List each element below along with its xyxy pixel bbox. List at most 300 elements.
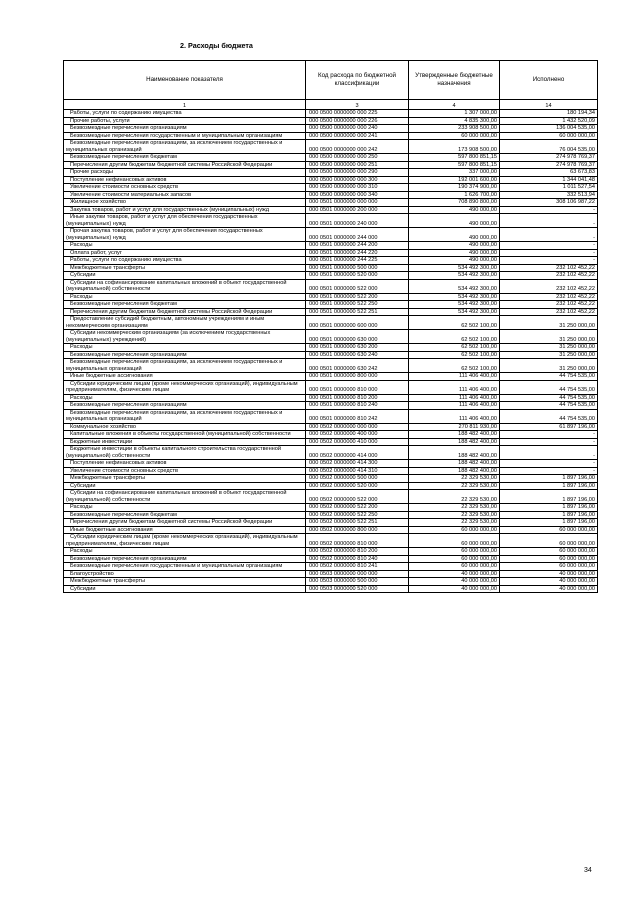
row-approved-cell: 708 890 800,00 xyxy=(409,199,500,207)
row-name-cell xyxy=(64,402,306,410)
row-code-cell: 000 0500 0000000 000 242 xyxy=(306,140,409,154)
table-row xyxy=(64,228,598,242)
row-code-cell: 000 0501 0000000 810 240 xyxy=(306,402,409,410)
row-name-cell xyxy=(64,394,306,402)
table-row xyxy=(64,293,598,301)
row-approved-cell: 490 000,00 xyxy=(409,228,500,242)
row-code-cell: 000 0501 0000000 244 200 xyxy=(306,242,409,250)
row-code-cell: 000 0501 0000000 000 000 xyxy=(306,199,409,207)
table-row xyxy=(64,585,598,593)
row-executed-cell: 1 897 196,00 xyxy=(500,504,598,512)
row-name-text: Безвозмездные перечисления бюджетам xyxy=(70,301,177,307)
row-name-text: Безвозмездные перечисления государственным и муниципальным организациям xyxy=(70,563,283,569)
row-executed-cell: 60 000 000,00 xyxy=(500,534,598,548)
row-approved-cell: 40 000 000,00 xyxy=(409,570,500,578)
row-name-text: Расходы xyxy=(70,344,93,350)
column-number: 1 xyxy=(64,100,306,110)
column-number: 14 xyxy=(500,100,598,110)
row-name-text: Увеличение стоимости основных средств xyxy=(70,184,178,190)
row-name-cell xyxy=(64,125,306,133)
row-approved-cell: 111 406 400,00 xyxy=(409,409,500,423)
row-approved-cell: 22 329 530,00 xyxy=(409,519,500,527)
row-name-text: Расходы xyxy=(70,548,93,554)
row-name-cell xyxy=(64,578,306,586)
row-code-cell: 000 0502 0000000 810 000 xyxy=(306,534,409,548)
row-name-text: Субсидии некоммерческим организациям (за исключением государственных (муниципальных) учреждений) xyxy=(66,330,271,343)
row-executed-cell: 60 000 000,00 xyxy=(500,548,598,556)
row-executed-cell: 63 673,83 xyxy=(500,169,598,177)
table-row xyxy=(64,555,598,563)
row-executed-cell: 44 754 535,00 xyxy=(500,409,598,423)
row-code-cell: 000 0502 0000000 522 200 xyxy=(306,504,409,512)
row-code-cell: 000 0500 0000000 000 300 xyxy=(306,176,409,184)
row-approved-cell: 192 001 600,00 xyxy=(409,176,500,184)
table-row xyxy=(64,511,598,519)
row-approved-cell: 40 000 000,00 xyxy=(409,585,500,593)
row-executed-cell: 232 102 452,22 xyxy=(500,308,598,316)
row-code-cell: 000 0501 0000000 630 242 xyxy=(306,359,409,373)
row-approved-cell: 490 000,00 xyxy=(409,242,500,250)
row-approved-cell: 337 000,00 xyxy=(409,169,500,177)
row-approved-cell: 60 000 000,00 xyxy=(409,132,500,140)
row-code-cell: 000 0501 0000000 522 251 xyxy=(306,308,409,316)
row-executed-cell: 40 000 000,00 xyxy=(500,578,598,586)
row-executed-cell: 1 897 196,00 xyxy=(500,511,598,519)
row-name-text: Расходы xyxy=(70,504,93,510)
table-row xyxy=(64,117,598,125)
row-name-cell xyxy=(64,316,306,330)
row-name-cell xyxy=(64,563,306,571)
table-row xyxy=(64,176,598,184)
row-approved-cell: 534 492 300,00 xyxy=(409,279,500,293)
row-name-cell xyxy=(64,380,306,394)
row-approved-cell: 188 482 400,00 xyxy=(409,446,500,460)
row-executed-cell: 31 250 000,00 xyxy=(500,351,598,359)
row-executed-cell: 76 004 535,00 xyxy=(500,140,598,154)
table-row xyxy=(64,409,598,423)
row-code-cell: 000 0501 0000000 630 240 xyxy=(306,351,409,359)
table-row xyxy=(64,272,598,280)
table-row xyxy=(64,431,598,439)
row-approved-cell: 60 000 000,00 xyxy=(409,548,500,556)
row-executed-cell: - xyxy=(500,257,598,265)
row-executed-cell: 136 004 535,00 xyxy=(500,125,598,133)
row-code-cell: 000 0501 0000000 630 200 xyxy=(306,344,409,352)
row-approved-cell: 188 482 400,00 xyxy=(409,438,500,446)
row-approved-cell: 60 000 000,00 xyxy=(409,555,500,563)
table-row xyxy=(64,257,598,265)
row-name-cell xyxy=(64,301,306,309)
row-code-cell: 000 0502 0000000 800 000 xyxy=(306,526,409,534)
row-executed-cell: 232 102 452,22 xyxy=(500,293,598,301)
row-code-cell: 000 0501 0000000 244 000 xyxy=(306,228,409,242)
table-row xyxy=(64,519,598,527)
row-code-cell: 000 0502 0000000 000 000 xyxy=(306,423,409,431)
row-approved-cell: 111 406 400,00 xyxy=(409,373,500,381)
row-executed-cell: 232 102 452,22 xyxy=(500,279,598,293)
row-approved-cell: 22 329 530,00 xyxy=(409,504,500,512)
row-name-cell xyxy=(64,344,306,352)
row-code-cell: 000 0501 0000000 200 000 xyxy=(306,206,409,214)
row-approved-cell: 597 800 851,15 xyxy=(409,161,500,169)
row-code-cell: 000 0502 0000000 522 251 xyxy=(306,519,409,527)
row-name-cell xyxy=(64,475,306,483)
row-approved-cell: 270 811 930,00 xyxy=(409,423,500,431)
row-approved-cell: 40 000 000,00 xyxy=(409,578,500,586)
row-executed-cell: 1 344 041,48 xyxy=(500,176,598,184)
row-approved-cell: 233 908 500,00 xyxy=(409,125,500,133)
row-executed-cell: 1 897 196,00 xyxy=(500,482,598,490)
table-row xyxy=(64,548,598,556)
row-executed-cell: 274 978 769,37 xyxy=(500,154,598,162)
row-name-text: Субсидии xyxy=(70,482,96,489)
row-name-cell xyxy=(64,534,306,548)
row-name-text: Оплата работ, услуг xyxy=(70,249,122,256)
row-name-text: Расходы xyxy=(70,293,93,300)
row-name-cell xyxy=(64,257,306,265)
row-name-text: Межбюджетные трансферты xyxy=(70,475,146,481)
table-row xyxy=(64,316,598,330)
row-code-cell: 000 0502 0000000 810 241 xyxy=(306,563,409,571)
table-row xyxy=(64,301,598,309)
row-code-cell: 000 0500 0000000 000 290 xyxy=(306,169,409,177)
row-code-cell: 000 0501 0000000 500 000 xyxy=(306,264,409,272)
row-executed-cell: - xyxy=(500,460,598,468)
row-name-cell xyxy=(64,423,306,431)
row-executed-cell: 44 754 535,00 xyxy=(500,402,598,410)
row-name-cell xyxy=(64,140,306,154)
row-code-cell: 000 0500 0000000 000 250 xyxy=(306,154,409,162)
row-executed-cell: 31 250 000,00 xyxy=(500,344,598,352)
row-code-cell: 000 0502 0000000 400 000 xyxy=(306,431,409,439)
row-approved-cell: 534 492 300,00 xyxy=(409,264,500,272)
row-name-cell xyxy=(64,585,306,593)
table-row xyxy=(64,154,598,162)
row-name-text: Бюджетные инвестиции xyxy=(70,438,133,445)
row-approved-cell: 60 000 000,00 xyxy=(409,534,500,548)
table-row xyxy=(64,308,598,316)
row-code-cell: 000 0501 0000000 800 000 xyxy=(306,373,409,381)
row-code-cell: 000 0500 0000000 000 310 xyxy=(306,184,409,192)
row-name-cell xyxy=(64,526,306,534)
table-row xyxy=(64,438,598,446)
row-approved-cell: 1 626 700,00 xyxy=(409,191,500,199)
row-executed-cell: 31 250 000,00 xyxy=(500,359,598,373)
row-name-text: Прочие расходы xyxy=(70,169,113,175)
row-name-cell xyxy=(64,351,306,359)
row-name-text: Субсидии юридическим лицам (кроме некоммерческих организаций), индивидуальным предпринимателям, физическим лицам xyxy=(66,534,298,547)
row-name-cell xyxy=(64,199,306,207)
row-name-cell xyxy=(64,264,306,272)
row-approved-cell: 62 502 100,00 xyxy=(409,351,500,359)
table-row xyxy=(64,423,598,431)
row-approved-cell: 60 000 000,00 xyxy=(409,563,500,571)
row-code-cell: 000 0502 0000000 410 000 xyxy=(306,438,409,446)
row-name-cell xyxy=(64,272,306,280)
row-name-cell xyxy=(64,373,306,381)
row-name-cell xyxy=(64,570,306,578)
row-approved-cell: 534 492 300,00 xyxy=(409,308,500,316)
table-row xyxy=(64,125,598,133)
column-number-row xyxy=(64,100,598,110)
row-approved-cell: 22 329 530,00 xyxy=(409,511,500,519)
row-name-cell xyxy=(64,117,306,125)
row-executed-cell: 61 897 196,00 xyxy=(500,423,598,431)
row-code-cell: 000 0502 0000000 520 000 xyxy=(306,482,409,490)
row-code-cell: 000 0501 0000000 810 000 xyxy=(306,380,409,394)
table-row xyxy=(64,467,598,475)
row-code-cell: 000 0502 0000000 414 000 xyxy=(306,446,409,460)
header-approved: Утвержденные бюджетные назначения xyxy=(409,61,500,100)
row-name-cell xyxy=(64,206,306,214)
row-executed-cell: 1 897 196,00 xyxy=(500,519,598,527)
row-name-text: Безвозмездные перечисления организациям xyxy=(70,402,187,408)
row-executed-cell: 60 000 000,00 xyxy=(500,555,598,563)
row-approved-cell: 490 000,00 xyxy=(409,249,500,257)
row-approved-cell: 173 908 500,00 xyxy=(409,140,500,154)
table-row xyxy=(64,132,598,140)
table-row xyxy=(64,534,598,548)
row-executed-cell: 332 513,94 xyxy=(500,191,598,199)
row-code-cell: 000 0500 0000000 000 226 xyxy=(306,117,409,125)
table-row xyxy=(64,264,598,272)
row-code-cell: 000 0502 0000000 522 250 xyxy=(306,511,409,519)
table-row xyxy=(64,359,598,373)
table-header-row xyxy=(64,61,598,100)
row-name-text: Иные бюджетные ассигнования xyxy=(70,526,153,533)
row-code-cell: 000 0503 0000000 000 000 xyxy=(306,570,409,578)
row-approved-cell: 1 307 000,00 xyxy=(409,110,500,118)
table-row xyxy=(64,570,598,578)
row-executed-cell: 232 102 452,22 xyxy=(500,264,598,272)
row-name-text: Увеличение стоимости основных средств xyxy=(70,467,178,474)
row-name-text: Работы, услуги по содержанию имущества xyxy=(70,257,182,263)
row-executed-cell: - xyxy=(500,249,598,257)
row-name-cell xyxy=(64,161,306,169)
table-row xyxy=(64,482,598,490)
row-approved-cell: 534 492 300,00 xyxy=(409,293,500,301)
row-name-text: Субсидии на софинансирование капитальных вложений в объект государственной (муниципальной) собственности xyxy=(66,279,287,292)
table-row xyxy=(64,242,598,250)
row-approved-cell: 188 482 400,00 xyxy=(409,460,500,468)
table-row xyxy=(64,199,598,207)
row-name-text: Увеличение стоимости материальных запасов xyxy=(70,191,192,198)
section-title: 2. Расходы бюджета xyxy=(180,41,253,50)
row-name-text: Поступление нефинансовых активов xyxy=(70,176,167,183)
row-executed-cell: 180 194,34 xyxy=(500,110,598,118)
row-code-cell: 000 0501 0000000 522 000 xyxy=(306,279,409,293)
row-name-text: Жилищное хозяйство xyxy=(70,199,127,205)
row-name-text: Предоставление субсидий бюджетным, автономным учреждениям и иным некоммерческим организациям xyxy=(66,316,265,329)
row-name-cell xyxy=(64,482,306,490)
row-code-cell: 000 0501 0000000 630 000 xyxy=(306,330,409,344)
row-approved-cell: 62 502 100,00 xyxy=(409,316,500,330)
table-row xyxy=(64,161,598,169)
table-row xyxy=(64,140,598,154)
row-code-cell: 000 0502 0000000 522 000 xyxy=(306,490,409,504)
row-name-text: Закупка товаров, работ и услуг для государственных (муниципальных) нужд xyxy=(70,206,270,213)
table-row xyxy=(64,344,598,352)
row-name-cell xyxy=(64,330,306,344)
page-number: 34 xyxy=(584,867,592,874)
row-name-text: Безвозмездные перечисления организациям xyxy=(70,351,187,358)
row-code-cell: 000 0501 0000000 522 250 xyxy=(306,301,409,309)
table-row xyxy=(64,351,598,359)
row-name-text: Работы, услуги по содержанию имущества xyxy=(70,110,182,116)
row-name-cell xyxy=(64,308,306,316)
row-code-cell: 000 0501 0000000 240 000 xyxy=(306,214,409,228)
row-approved-cell: 188 482 400,00 xyxy=(409,467,500,475)
row-name-cell xyxy=(64,293,306,301)
row-code-cell: 000 0500 0000000 000 241 xyxy=(306,132,409,140)
row-code-cell: 000 0501 0000000 810 200 xyxy=(306,394,409,402)
row-name-text: Расходы xyxy=(70,394,93,401)
row-approved-cell: 490 000,00 xyxy=(409,214,500,228)
row-name-text: Безвозмездные перечисления организациям xyxy=(70,125,187,131)
row-executed-cell: 232 102 452,22 xyxy=(500,301,598,309)
row-code-cell: 000 0501 0000000 522 200 xyxy=(306,293,409,301)
row-executed-cell: 1 897 196,00 xyxy=(500,475,598,483)
table-row xyxy=(64,279,598,293)
row-executed-cell: 1 011 527,54 xyxy=(500,184,598,192)
row-code-cell: 000 0501 0000000 810 242 xyxy=(306,409,409,423)
row-approved-cell: 490 000,00 xyxy=(409,257,500,265)
row-executed-cell: 274 978 769,37 xyxy=(500,161,598,169)
row-code-cell: 000 0502 0000000 810 240 xyxy=(306,555,409,563)
row-name-cell xyxy=(64,154,306,162)
row-name-cell xyxy=(64,242,306,250)
table-row xyxy=(64,446,598,460)
row-code-cell: 000 0501 0000000 600 000 xyxy=(306,316,409,330)
table-row xyxy=(64,373,598,381)
row-code-cell: 000 0502 0000000 810 200 xyxy=(306,548,409,556)
row-name-text: Безвозмездные перечисления организациям, за исключением государственных и муниципальных организаций xyxy=(66,359,283,372)
table-row xyxy=(64,169,598,177)
table-row xyxy=(64,184,598,192)
row-name-text: Прочие работы, услуги xyxy=(70,117,130,124)
row-name-text: Капитальные вложения в объекты государственной (муниципальной) собственности xyxy=(70,431,291,437)
table-row xyxy=(64,504,598,512)
row-name-cell xyxy=(64,169,306,177)
row-executed-cell: - xyxy=(500,228,598,242)
row-code-cell: 000 0502 0000000 414 300 xyxy=(306,460,409,468)
row-executed-cell: 44 754 535,00 xyxy=(500,373,598,381)
row-name-cell xyxy=(64,446,306,460)
row-name-text: Межбюджетные трансферты xyxy=(70,264,146,271)
row-executed-cell: 1 432 520,09 xyxy=(500,117,598,125)
row-code-cell: 000 0500 0000000 000 251 xyxy=(306,161,409,169)
row-executed-cell: 40 000 000,00 xyxy=(500,585,598,593)
row-name-cell xyxy=(64,467,306,475)
table-row xyxy=(64,206,598,214)
row-name-text: Безвозмездные перечисления бюджетам xyxy=(70,154,177,160)
column-number: 4 xyxy=(409,100,500,110)
row-name-text: Субсидии юридическим лицам (кроме некоммерческих организаций), индивидуальным предпринимателям, физическим лицам xyxy=(66,380,298,393)
row-approved-cell: 111 406 400,00 xyxy=(409,394,500,402)
row-name-text: Безвозмездные перечисления организациям xyxy=(70,555,187,562)
row-executed-cell: - xyxy=(500,206,598,214)
table-row xyxy=(64,380,598,394)
row-approved-cell: 534 492 300,00 xyxy=(409,272,500,280)
row-name-cell xyxy=(64,214,306,228)
row-code-cell: 000 0502 0000000 414 310 xyxy=(306,467,409,475)
row-approved-cell: 4 835 300,00 xyxy=(409,117,500,125)
table-body xyxy=(64,110,598,593)
row-approved-cell: 188 482 400,00 xyxy=(409,431,500,439)
table-row xyxy=(64,394,598,402)
row-code-cell: 000 0501 0000000 244 220 xyxy=(306,249,409,257)
column-number: 3 xyxy=(306,100,409,110)
table-row xyxy=(64,191,598,199)
budget-expenses-table xyxy=(63,60,598,593)
row-name-cell xyxy=(64,176,306,184)
row-name-cell xyxy=(64,279,306,293)
row-name-cell xyxy=(64,555,306,563)
row-approved-cell: 22 329 530,00 xyxy=(409,490,500,504)
row-name-text: Перечисления другим бюджетам бюджетной системы Российской Федерации xyxy=(70,161,273,168)
row-approved-cell: 62 502 100,00 xyxy=(409,330,500,344)
table-row xyxy=(64,110,598,118)
row-executed-cell: 31 250 000,00 xyxy=(500,316,598,330)
header-executed: Исполнено xyxy=(500,61,598,100)
row-executed-cell: - xyxy=(500,467,598,475)
row-name-cell xyxy=(64,110,306,118)
row-name-text: Безвозмездные перечисления организациям, за исключением государственных и муниципальных организаций xyxy=(66,140,283,153)
row-name-text: Субсидии xyxy=(70,585,96,592)
row-name-text: Поступление нефинансовых активов xyxy=(70,460,167,466)
row-name-text: Иные бюджетные ассигнования xyxy=(70,373,153,379)
row-approved-cell: 190 374 900,00 xyxy=(409,184,500,192)
table-row xyxy=(64,214,598,228)
row-name-text: Бюджетные инвестиции в объекты капитального строительства государственной (муниципальной) собственности xyxy=(66,446,282,459)
row-approved-cell: 597 800 851,15 xyxy=(409,154,500,162)
row-name-cell xyxy=(64,460,306,468)
row-executed-cell: 232 102 452,22 xyxy=(500,272,598,280)
table-row xyxy=(64,578,598,586)
row-name-text: Безвозмездные перечисления организациям, за исключением государственных и муниципальных организаций xyxy=(66,409,283,422)
row-name-text: Субсидии xyxy=(70,272,96,278)
row-name-cell xyxy=(64,191,306,199)
row-code-cell: 000 0500 0000000 000 225 xyxy=(306,110,409,118)
row-approved-cell: 60 000 000,00 xyxy=(409,526,500,534)
row-name-cell xyxy=(64,438,306,446)
row-executed-cell: - xyxy=(500,242,598,250)
row-name-text: Межбюджетные трансферты xyxy=(70,578,146,584)
row-name-text: Прочая закупка товаров, работ и услуг для обеспечения государственных (муниципальных) нужд xyxy=(66,228,263,241)
row-name-cell xyxy=(64,519,306,527)
row-name-text: Перечисления другим бюджетам бюджетной системы Российской Федерации xyxy=(70,308,273,315)
header-name: Наименование показателя xyxy=(64,61,306,100)
row-name-cell xyxy=(64,132,306,140)
row-code-cell: 000 0501 0000000 244 225 xyxy=(306,257,409,265)
row-executed-cell: 308 106 987,22 xyxy=(500,199,598,207)
row-name-cell xyxy=(64,431,306,439)
row-name-text: Иные закупки товаров, работ и услуг для обеспечения государственных (муниципальных) нужд xyxy=(66,214,258,227)
row-name-cell xyxy=(64,359,306,373)
row-name-cell xyxy=(64,548,306,556)
row-executed-cell: - xyxy=(500,438,598,446)
table-row xyxy=(64,330,598,344)
row-executed-cell: - xyxy=(500,446,598,460)
row-name-cell xyxy=(64,184,306,192)
row-approved-cell: 111 406 400,00 xyxy=(409,402,500,410)
row-name-text: Коммунальное хозяйство xyxy=(70,423,137,430)
row-name-cell xyxy=(64,228,306,242)
table-row xyxy=(64,526,598,534)
table-row xyxy=(64,460,598,468)
table-row xyxy=(64,249,598,257)
row-name-cell xyxy=(64,249,306,257)
